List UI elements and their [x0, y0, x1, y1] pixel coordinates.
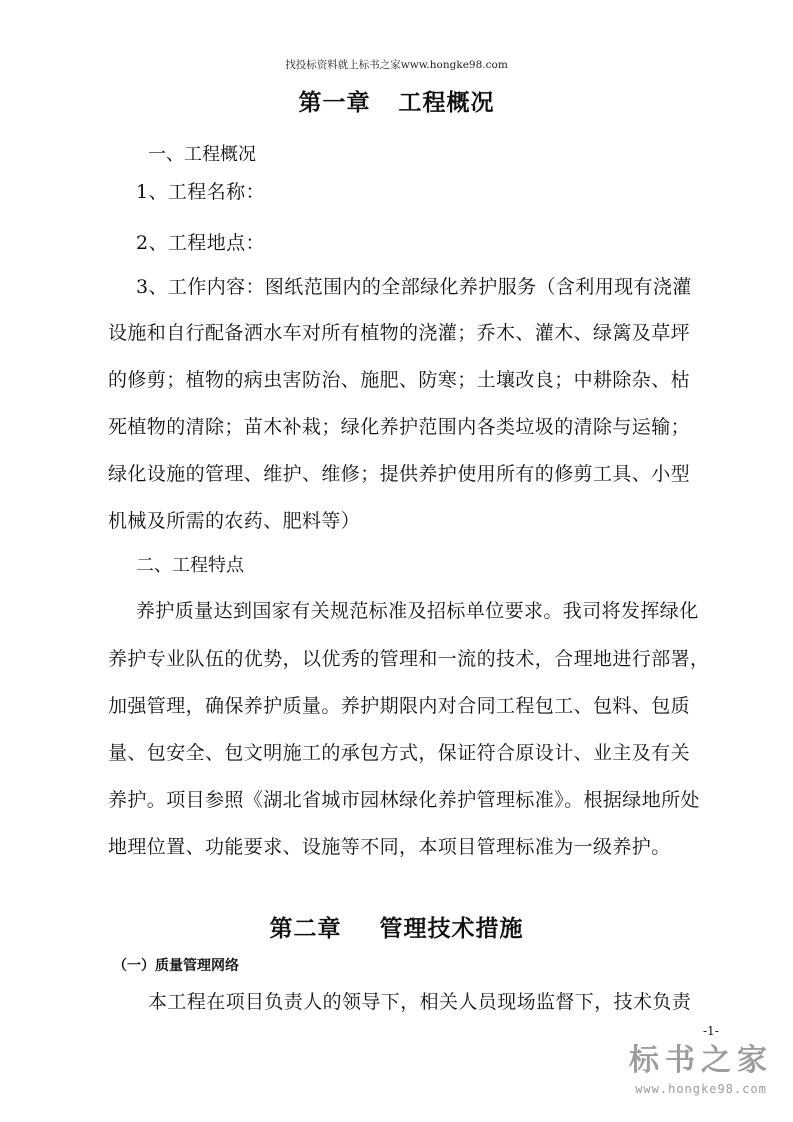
- quality-network-subheading: （一）质量管理网络: [113, 958, 239, 974]
- features-line: 地理位置、功能要求、设施等不同，本项目管理标准为一级养护。: [108, 836, 671, 858]
- section-1-heading: 一、工程概况: [148, 144, 256, 165]
- logo-text: 标书之家: [629, 1043, 773, 1078]
- brand-logo: [621, 1044, 781, 1106]
- features-line: 养护质量达到国家有关规范标准及招标单位要求。我司将发挥绿化: [136, 600, 699, 622]
- logo-url: www.hongke98.com: [635, 1082, 767, 1096]
- chapter-2-name: 管理技术措施: [379, 916, 524, 942]
- chapter-2-number: 第二章: [269, 916, 342, 942]
- features-line: 养护。项目参照《湖北省城市园林绿化养护管理标准》。根据绿地所处: [108, 789, 700, 811]
- work-content-line: 机械及所需的农药、肥料等）: [108, 510, 361, 532]
- work-content-line: 绿化设施的管理、维护、维修；提供养护使用所有的修剪工具、小型: [108, 463, 691, 485]
- chapter-2-title: [0, 910, 793, 943]
- chapter-1-title: [0, 84, 793, 117]
- work-content-line: 的修剪；植物的病虫害防治、施肥、防寒；土壤改良；中耕除杂、枯: [108, 369, 691, 391]
- chapter-2-body-line: 本工程在项目负责人的领导下，相关人员现场监督下，技术负责: [148, 991, 692, 1013]
- chapter-1-name: 工程概况: [398, 90, 495, 116]
- page-number: -1-: [703, 1024, 719, 1038]
- work-content-line: 设施和自行配备洒水车对所有植物的浇灌；乔木、灌木、绿篱及草坪: [108, 322, 691, 344]
- features-line: 量、包安全、包文明施工的承包方式，保证符合原设计、业主及有关: [108, 742, 691, 764]
- header-watermark: 找投标资料就上标书之家www.hongke98.com: [285, 59, 508, 71]
- section-2-heading: 二、工程特点: [136, 555, 244, 576]
- item-project-location: 2、工程地点：: [136, 232, 265, 254]
- work-content-line: 死植物的清除；苗木补栽；绿化养护范围内各类垃圾的清除与运输；: [108, 416, 691, 438]
- work-content-line: 3、工作内容：图纸范围内的全部绿化养护服务（含利用现有浇灌: [136, 276, 692, 298]
- features-line: 养护专业队伍的优势，以优秀的管理和一流的技术，合理地进行部署，: [108, 648, 710, 670]
- features-line: 加强管理，确保养护质量。养护期限内对合同工程包工、包料、包质: [108, 695, 691, 717]
- chapter-1-number: 第一章: [298, 90, 371, 116]
- item-project-name: 1、工程名称：: [136, 181, 265, 203]
